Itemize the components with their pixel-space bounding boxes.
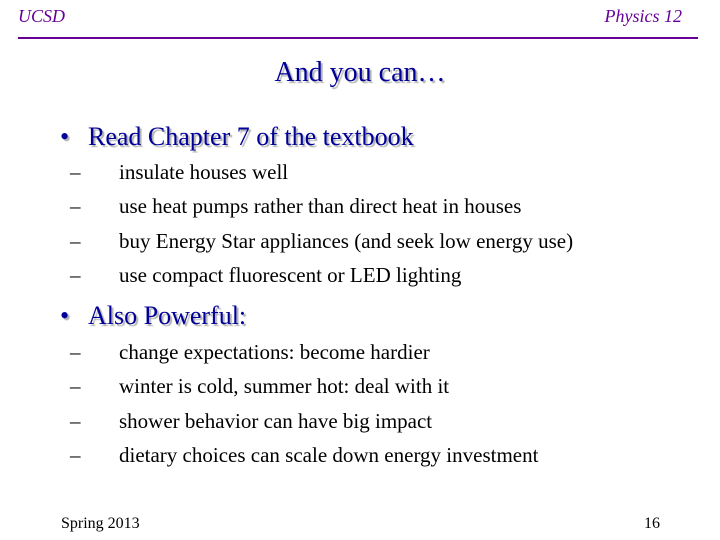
list-item-text: dietary choices can scale down energy investment	[119, 442, 539, 467]
list-item-text: buy Energy Star appliances (and seek low energy use)	[119, 228, 574, 253]
list-item	[70, 155, 573, 189]
bullet-also-powerful	[60, 299, 246, 333]
header-class: Physics 12	[604, 6, 682, 26]
list-item-text: insulate houses well	[119, 160, 289, 184]
list-item	[70, 335, 538, 369]
list-item	[70, 224, 573, 258]
footer-term: Spring 2013	[61, 515, 140, 532]
list-item	[70, 438, 538, 472]
list-item-text: shower behavior can have big impact	[119, 408, 433, 433]
header-divider	[18, 37, 698, 39]
bullet-read-chapter	[60, 120, 414, 154]
dash-marker: –	[70, 228, 81, 253]
dash-marker: –	[70, 442, 81, 467]
list-item-text: use compact fluorescent or LED lighting	[119, 262, 462, 287]
list-item-text: use heat pumps rather than direct heat in houses	[119, 194, 522, 219]
sub-list-read-chapter	[70, 155, 573, 292]
list-item	[70, 189, 573, 223]
dash-marker: –	[70, 194, 81, 219]
list-item-text: change expectations: become hardier	[119, 340, 430, 364]
dash-marker: –	[70, 408, 81, 433]
list-item-text: winter is cold, summer hot: deal with it	[119, 374, 450, 399]
dash-marker: –	[70, 262, 81, 287]
bullet-text: Also Powerful:	[88, 301, 247, 330]
list-item	[70, 258, 573, 292]
page-number: 16	[644, 515, 660, 532]
sub-list-also-powerful	[70, 335, 538, 472]
dash-marker: –	[70, 340, 81, 364]
list-item	[70, 369, 538, 403]
dash-marker: –	[70, 374, 81, 399]
slide-title: And you can…	[274, 57, 446, 88]
dash-marker: –	[70, 160, 81, 184]
header-course: UCSD	[18, 6, 66, 26]
list-item	[70, 404, 538, 438]
bullet-marker: •	[60, 122, 70, 151]
bullet-marker: •	[60, 301, 70, 330]
bullet-text: Read Chapter 7 of the textbook	[88, 122, 414, 151]
